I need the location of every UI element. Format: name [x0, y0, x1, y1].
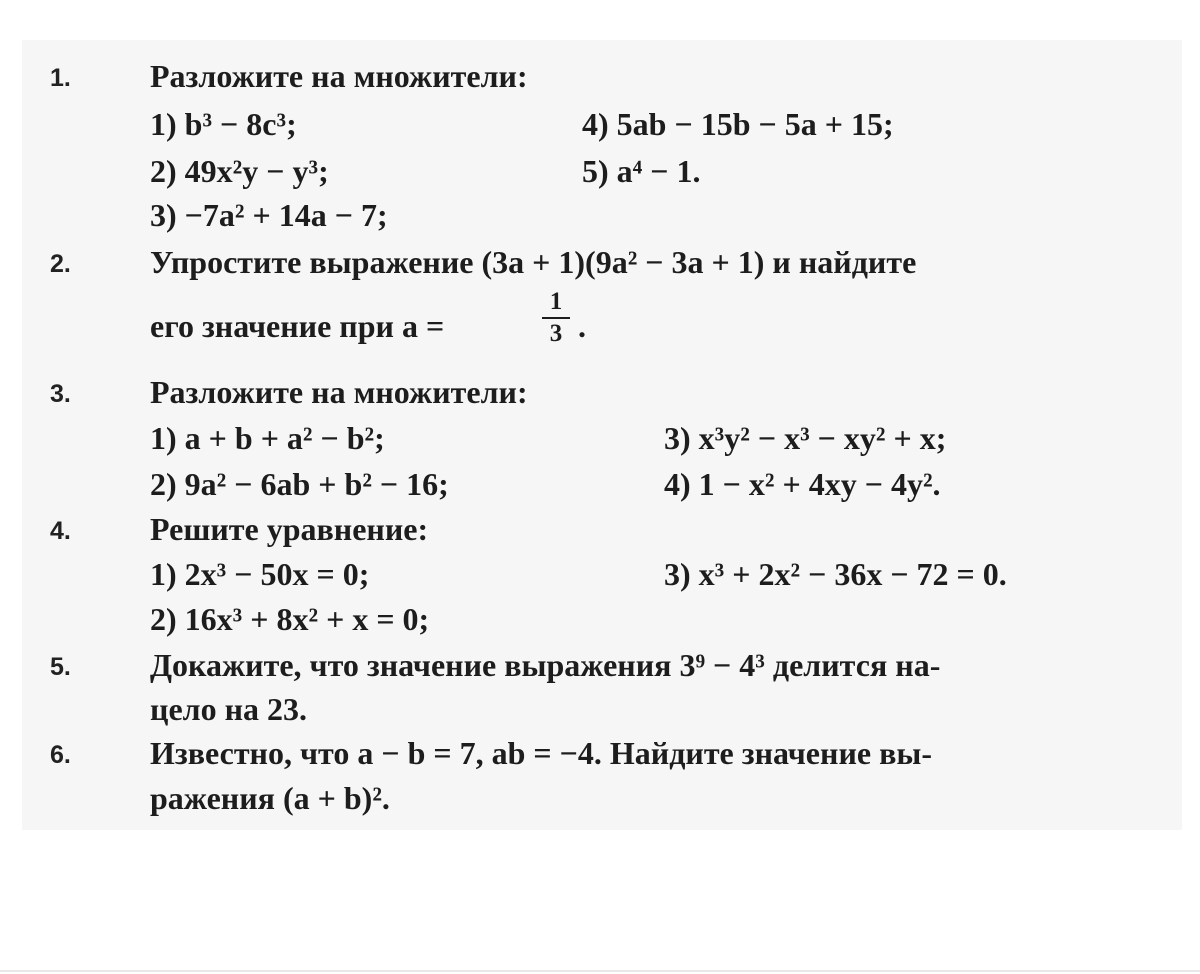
item-label: 3) — [150, 197, 185, 233]
item-label: 1) — [150, 556, 185, 592]
problem-1-item-2 — [150, 151, 329, 191]
problem-3-item-1 — [150, 418, 385, 458]
item-label: 5) — [582, 153, 617, 189]
fraction-numerator: 1 — [549, 288, 563, 315]
fraction-one-third — [536, 288, 576, 348]
item-expression: b³ − 8c³; — [184, 106, 297, 142]
item-label: 3) — [664, 420, 699, 456]
item-expression: 9a² − 6ab + b² − 16; — [184, 466, 449, 502]
problem-5-line-2: цело на 23. — [150, 691, 308, 727]
problem-2-line-2: его значение при a = — [150, 308, 445, 344]
problem-4-item-2 — [150, 599, 429, 639]
problem-3-item-3 — [664, 418, 946, 458]
problem-2-line-1: Упростите выражение (3a + 1)(9a² − 3a + 1) и найдите — [150, 244, 917, 280]
problem-2-line-2-end: . — [578, 308, 586, 344]
problem-3-item-2 — [150, 464, 449, 504]
item-label: 3) — [664, 556, 699, 592]
item-expression: a + b + a² − b²; — [184, 420, 385, 456]
item-label: 1) — [150, 420, 185, 456]
problem-5-line-1: Докажите, что значение выражения 3⁹ − 4³ делится на- — [150, 647, 941, 683]
problem-1-item-4 — [582, 104, 894, 144]
bottom-divider — [0, 970, 1200, 972]
item-label: 4) — [664, 466, 699, 502]
problem-1-number: 1. — [50, 64, 71, 92]
problem-6-line-1: Известно, что a − b = 7, ab = −4. Найдите значение вы- — [150, 735, 932, 771]
problem-6-number: 6. — [50, 741, 71, 769]
item-label: 2) — [150, 466, 185, 502]
problem-1-item-3 — [150, 195, 388, 235]
item-expression: x³y² − x³ − xy² + x; — [698, 420, 947, 456]
item-label: 4) — [582, 106, 617, 142]
problem-3-item-4 — [664, 464, 941, 504]
item-expression: −7a² + 14a − 7; — [184, 197, 388, 233]
problem-2-number: 2. — [50, 250, 71, 278]
item-expression: 16x³ + 8x² + x = 0; — [184, 601, 430, 637]
item-expression: 49x²y − y³; — [184, 153, 329, 189]
problem-4-item-1 — [150, 554, 369, 594]
item-label: 1) — [150, 106, 185, 142]
item-expression: x³ + 2x² − 36x − 72 = 0. — [698, 556, 1007, 592]
item-label: 2) — [150, 153, 185, 189]
problem-1-item-5 — [582, 151, 700, 191]
item-expression: 5ab − 15b − 5a + 15; — [616, 106, 894, 142]
item-label: 2) — [150, 601, 185, 637]
item-expression: a⁴ − 1. — [616, 153, 701, 189]
problem-1-item-1 — [150, 104, 297, 144]
problem-4-item-3 — [664, 554, 1007, 594]
problem-3-number: 3. — [50, 380, 71, 408]
problem-1-title: Разложите на множители: — [150, 58, 528, 94]
problem-4-number: 4. — [50, 517, 71, 545]
item-expression: 1 − x² + 4xy − 4y². — [698, 466, 941, 502]
problem-4-title: Решите уравнение: — [150, 511, 429, 547]
problem-6-line-2: ражения (a + b)². — [150, 780, 390, 816]
problem-5-number: 5. — [50, 653, 71, 681]
item-expression: 2x³ − 50x = 0; — [184, 556, 370, 592]
problem-3-title: Разложите на множители: — [150, 374, 528, 410]
fraction-denominator: 3 — [549, 320, 563, 347]
fraction-bar — [542, 317, 570, 319]
